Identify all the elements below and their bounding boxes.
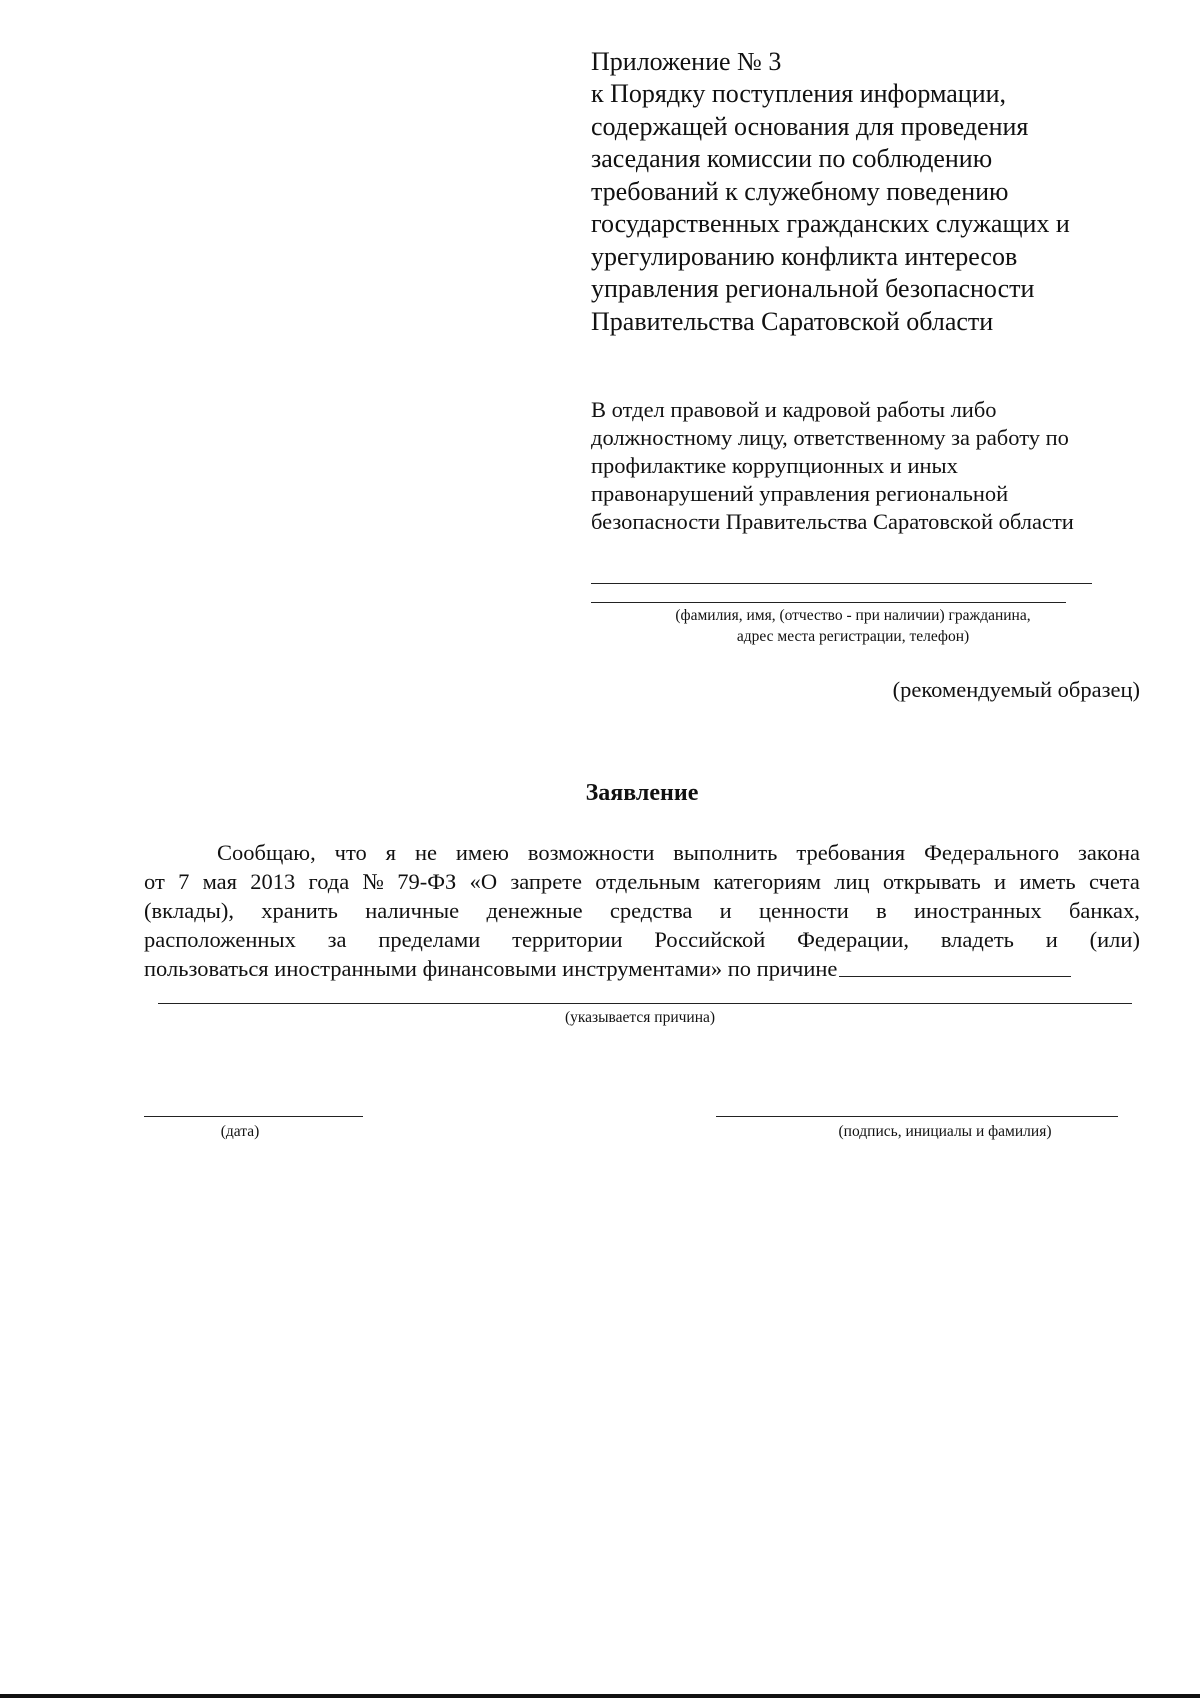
addressee-line: безопасности Правительства Саратовской области [591, 509, 1074, 534]
addressee-line: должностному лицу, ответственному за работу по [591, 425, 1069, 450]
statement-line-2: от 7 мая 2013 года № 79-ФЗ «О запрете отдельным категориям лиц открывать и иметь счета [144, 869, 1140, 894]
appendix-heading: Приложение № 3 [591, 47, 782, 76]
document-title: Заявление [585, 780, 699, 806]
appendix-block [591, 46, 1151, 338]
statement-line-4: расположенных за пределами территории Российской Федерации, владеть и (или) [144, 927, 1140, 952]
addressee-line: В отдел правовой и кадровой работы либо [591, 397, 997, 422]
appendix-line: содержащей основания для проведения [591, 111, 1029, 141]
applicant-field-line-2[interactable] [591, 602, 1066, 603]
reason-caption: (указывается причина) [564, 1009, 716, 1026]
addressee-line: профилактике коррупционных и иных [591, 453, 958, 478]
appendix-line: к Порядку поступления информации, [591, 79, 1007, 108]
signature-caption: (подпись, инициалы и фамилия) [838, 1123, 1052, 1140]
statement-last-line-text: пользоваться иностранными финансовыми инструментами» по причине [144, 956, 838, 981]
statement-line-3: (вклады), хранить наличные денежные средства и ценности в иностранных банках, [144, 898, 1140, 923]
scan-edge [0, 1694, 1200, 1698]
statement-line-5 [144, 954, 1140, 983]
appendix-line: урегулированию конфликта интересов [591, 241, 1018, 271]
reason-field-line[interactable] [158, 1003, 1132, 1004]
reason-inline-field[interactable] [839, 954, 1071, 977]
sample-note: (рекомендуемый образец) [892, 677, 1140, 702]
appendix-line: требований к служебному поведению [591, 176, 1009, 206]
date-caption: (дата) [220, 1123, 260, 1140]
applicant-field-line-1[interactable] [591, 583, 1092, 584]
addressee-block [591, 396, 1151, 536]
signature-field-line[interactable] [716, 1116, 1118, 1117]
appendix-line: государственных гражданских служащих и [591, 209, 1070, 238]
date-field-line[interactable] [144, 1116, 363, 1117]
applicant-caption-line-2: адрес места регистрации, телефон) [736, 628, 970, 645]
appendix-line: Правительства Саратовской области [591, 306, 994, 336]
addressee-line: правонарушений управления региональной [591, 481, 1009, 506]
appendix-line: заседания комиссии по соблюдению [591, 144, 993, 173]
applicant-caption-line-1: (фамилия, имя, (отчество - при наличии) гражданина, [675, 607, 1031, 624]
statement-line-1: Сообщаю, что я не имею возможности выполнить требования Федерального закона [217, 840, 1140, 865]
statement-body [144, 838, 1140, 983]
appendix-line: управления региональной безопасности [591, 274, 1035, 303]
